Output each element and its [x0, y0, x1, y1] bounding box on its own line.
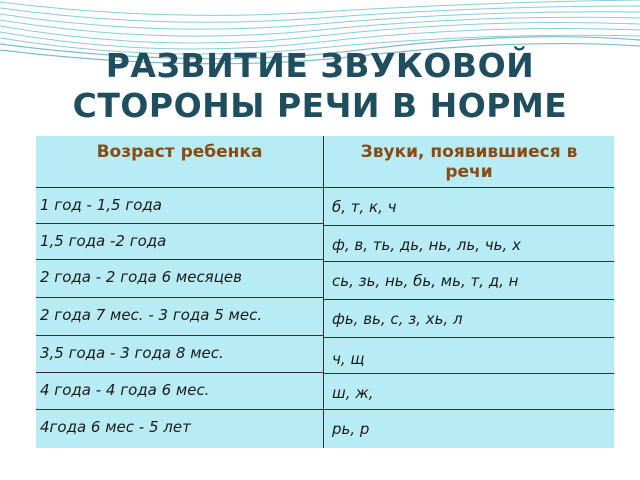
- sounds-cell: сь, зь, нь, бь, мь, т, д, н: [332, 272, 519, 290]
- sounds-cell: ш, ж,: [332, 384, 374, 402]
- table-row-sounds: [324, 262, 614, 300]
- table-row-age: [36, 410, 324, 448]
- header-sounds-line-2: речи: [445, 162, 493, 182]
- table-row-age: [36, 224, 324, 260]
- header-age: Возраст ребенка: [96, 142, 263, 162]
- title-line-1: РАЗВИТИЕ ЗВУКОВОЙ: [105, 46, 535, 85]
- header-sounds-cell: [324, 136, 614, 188]
- sounds-cell: фь, вь, с, з, хь, л: [332, 310, 463, 328]
- table-row-sounds: [324, 226, 614, 262]
- header-sounds-line-1: Звуки, появившиеся в: [360, 142, 578, 162]
- table-row-sounds: [324, 188, 614, 226]
- table-row-sounds: [324, 410, 614, 448]
- age-cell: 2 года 7 мес. - 3 года 5 мес.: [40, 306, 263, 324]
- table-row-age: [36, 336, 324, 373]
- speech-sounds-table: [36, 136, 614, 448]
- header-age-cell: [36, 136, 324, 188]
- table-row-sounds: [324, 300, 614, 338]
- table-row-age: [36, 298, 324, 336]
- age-column: [36, 136, 324, 448]
- age-cell: 1,5 года -2 года: [40, 232, 167, 250]
- sounds-cell: рь, р: [332, 420, 370, 438]
- table-row-age: [36, 373, 324, 410]
- age-cell: 4 года - 4 года 6 мес.: [40, 381, 210, 399]
- sounds-column: [324, 136, 614, 448]
- sounds-cell: ч, щ: [332, 350, 365, 368]
- sounds-cell: ф, в, ть, дь, нь, ль, чь, х: [332, 236, 521, 254]
- table-row-sounds: [324, 338, 614, 374]
- table-row-sounds: [324, 374, 614, 410]
- header-sounds: [324, 142, 614, 182]
- table-row-age: [36, 188, 324, 224]
- table-row-age: [36, 260, 324, 298]
- page-title: [0, 46, 640, 126]
- title-line-2: СТОРОНЫ РЕЧИ В НОРМЕ: [72, 86, 568, 125]
- age-cell: 3,5 года - 3 года 8 мес.: [40, 344, 224, 362]
- age-cell: 4года 6 мес - 5 лет: [40, 418, 191, 436]
- age-cell: 2 года - 2 года 6 месяцев: [40, 268, 242, 286]
- sounds-cell: б, т, к, ч: [332, 198, 397, 216]
- age-cell: 1 год - 1,5 года: [40, 196, 162, 214]
